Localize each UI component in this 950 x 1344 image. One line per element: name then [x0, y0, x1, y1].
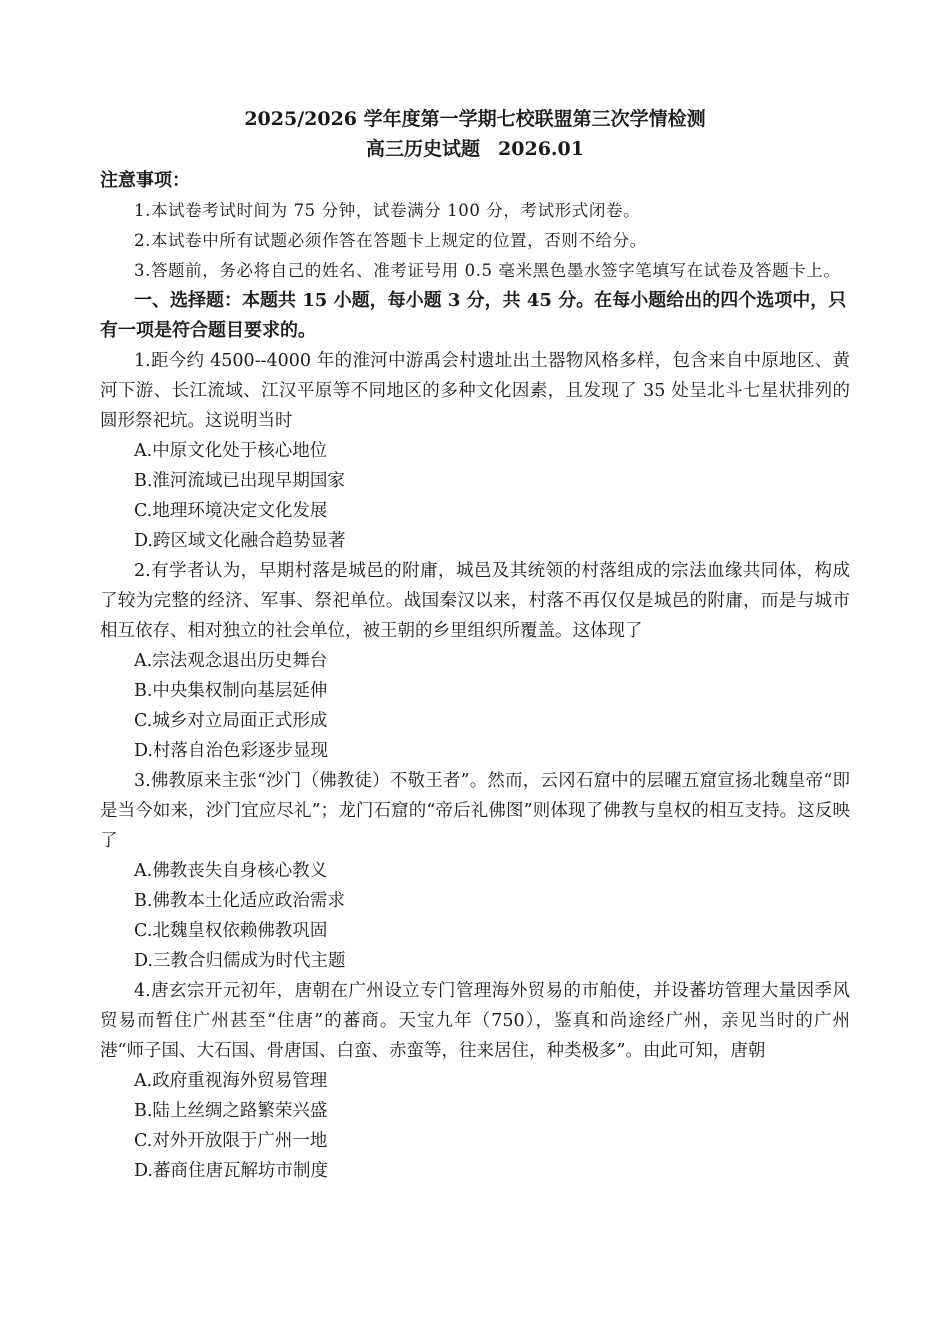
notice-item-1: 1.本试卷考试时间为 75 分钟，试卷满分 100 分，考试形式闭卷。	[134, 201, 641, 220]
section-heading: 一、选择题：本题共 15 小题，每小题 3 分，共 45 分。在每小题给出的四个选项中，只有一项是符合题目要求的。	[100, 290, 847, 341]
option-c: C.地理环境决定文化发展	[134, 501, 328, 521]
option-a: A.中原文化处于核心地位	[134, 441, 328, 461]
option-d: D.三教合归儒成为时代主题	[134, 951, 346, 971]
question-3	[100, 766, 850, 976]
exam-subject: 高三历史试题	[366, 138, 481, 160]
option-d: D.村落自治色彩逐步显现	[134, 741, 328, 761]
question-4	[100, 976, 850, 1186]
notice-item-2: 2.本试卷中所有试题必须作答在答题卡上规定的位置，否则不给分。	[134, 231, 647, 250]
exam-date: 2026.01	[498, 138, 584, 160]
option-b: B.中央集权制向基层延伸	[134, 681, 328, 701]
option-c: C.对外开放限于广州一地	[134, 1131, 328, 1151]
notice-item-3: 3.答题前，务必将自己的姓名、准考证号用 0.5 毫米黑色墨水签字笔填写在试卷及答题卡上。	[134, 261, 841, 280]
option-a: A.宗法观念退出历史舞台	[134, 651, 328, 671]
notice-block	[100, 166, 850, 286]
question-stem: 2.有学者认为，早期村落是城邑的附庸，城邑及其统领的村落组成的宗法血缘共同体，构成了较为完整的经济、军事、祭祀单位。战国秦汉以来，村落不再仅仅是城邑的附庸，而是与城市相互依存、相对独立的社会单位，被王朝的乡里组织所覆盖。这体现了	[100, 561, 850, 641]
option-c: C.城乡对立局面正式形成	[134, 711, 328, 731]
option-d: D.跨区域文化融合趋势显著	[134, 531, 346, 551]
question-stem: 1.距今约 4500--4000 年的淮河中游禹会村遗址出土器物风格多样，包含来自中原地区、黄河下游、长江流域、江汉平原等不同地区的多种文化因素，且发现了 35 处呈北斗七星状排列的圆形祭祀坑。这说明当时	[100, 351, 850, 431]
exam-subtitle	[100, 134, 850, 164]
question-2	[100, 556, 850, 766]
question-1	[100, 346, 850, 556]
question-stem: 3.佛教原来主张“沙门（佛教徒）不敬王者”。然而，云冈石窟中的层曜五窟宣扬北魏皇帝“即是当今如来，沙门宜应尽礼”；龙门石窟的“帝后礼佛图”则体现了佛教与皇权的相互支持。这反映了	[100, 771, 850, 851]
option-b: B.淮河流域已出现早期国家	[134, 471, 345, 491]
exam-title: 2025/2026 学年度第一学期七校联盟第三次学情检测	[244, 108, 706, 130]
option-a: A.政府重视海外贸易管理	[134, 1071, 328, 1091]
question-stem: 4.唐玄宗开元初年，唐朝在广州设立专门管理海外贸易的市舶使，并设蕃坊管理大量因季风贸易而暂住广州甚至“住唐”的蕃商。天宝九年（750），鉴真和尚途经广州，亲见当时的广州港“师子国、大石国、骨唐国、白蛮、赤蛮等，往来居住，种类极多”。由此可知，唐朝	[100, 981, 850, 1061]
notice-heading: 注意事项：	[100, 170, 190, 191]
option-d: D.蕃商住唐瓦解坊市制度	[134, 1161, 328, 1181]
option-a: A.佛教丧失自身核心教义	[134, 861, 328, 881]
option-c: C.北魏皇权依赖佛教巩固	[134, 921, 328, 941]
option-b: B.佛教本土化适应政治需求	[134, 891, 345, 911]
option-b: B.陆上丝绸之路繁荣兴盛	[134, 1101, 328, 1121]
